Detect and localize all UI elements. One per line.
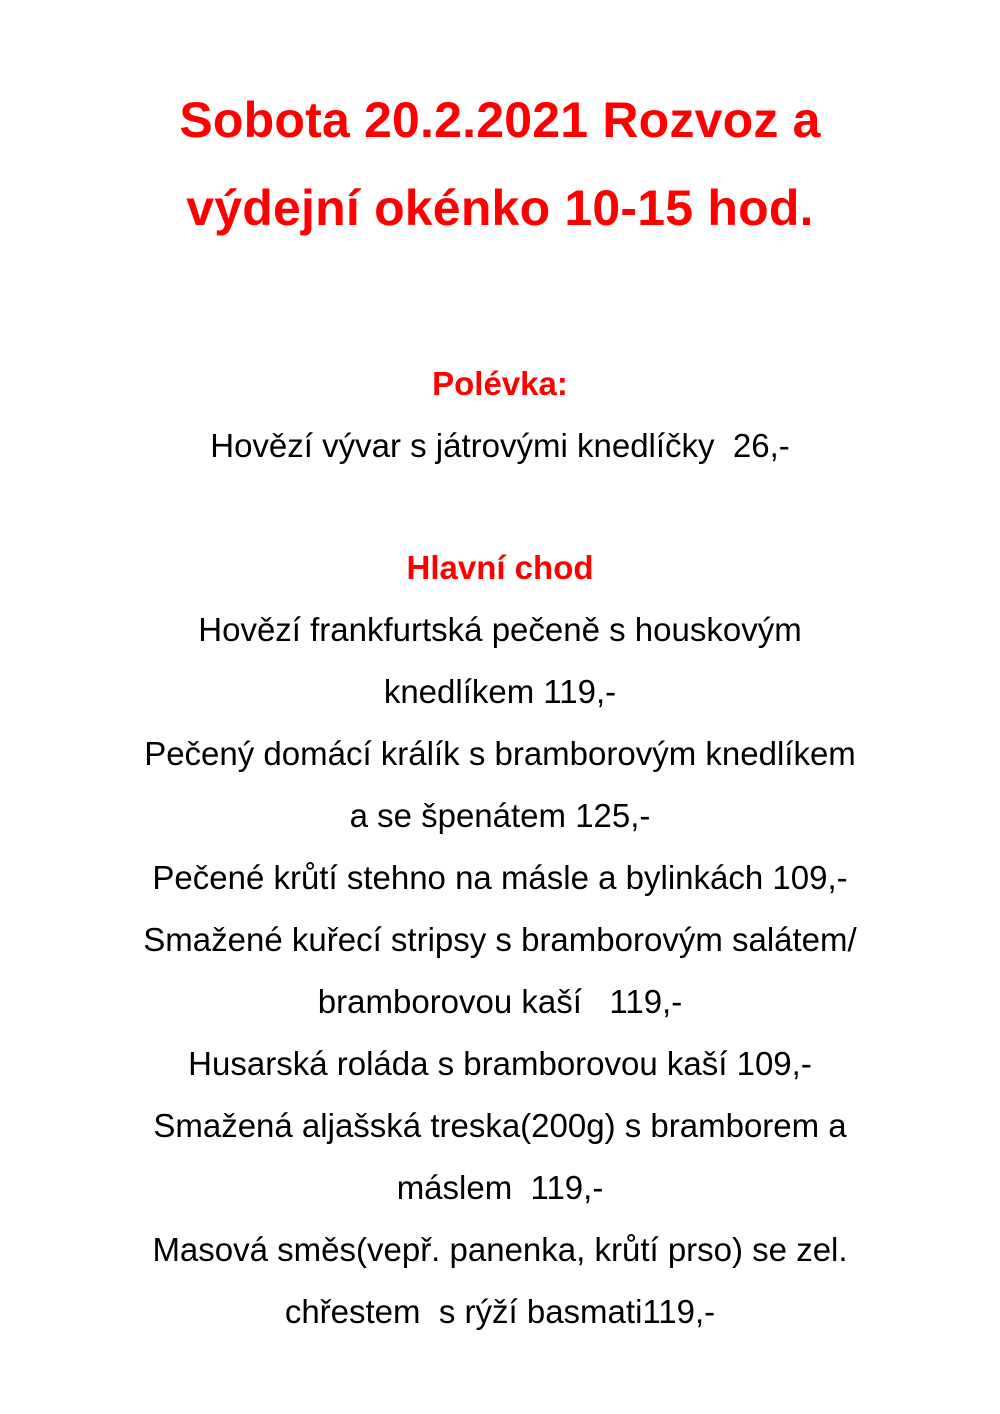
main-course-heading: Hlavní chod — [406, 549, 594, 586]
main-course-line: Husarská roláda s bramborovou kaší 109,- — [188, 1045, 812, 1082]
main-course-line: bramborovou kaší 119,- — [317, 983, 683, 1020]
main-course-line: Pečené krůtí stehno na másle a bylinkách 109,- — [152, 859, 848, 896]
main-course-line: Smažená aljašská treska(200g) s bramborem a — [153, 1107, 847, 1144]
main-course-line: Masová směs(vepř. panenka, krůtí prso) se zel. — [152, 1231, 848, 1268]
main-course-line: Smažené kuřecí stripsy s bramborovým salátem/ — [143, 921, 857, 958]
main-course-line: Hovězí frankfurtská pečeně s houskovým — [198, 611, 802, 648]
main-course-line: a se špenátem 125,- — [349, 797, 651, 834]
main-course-line: knedlíkem 119,- — [383, 673, 617, 710]
main-course-line: chřestem s rýží basmati119,- — [284, 1293, 716, 1330]
title-line: Sobota 20.2.2021 Rozvoz a — [179, 92, 821, 148]
soup-item: Hovězí vývar s játrovými knedlíčky 26,- — [210, 427, 790, 464]
page-title — [0, 76, 1000, 252]
soup-heading: Polévka: — [432, 365, 568, 402]
main-course-line: máslem 119,- — [396, 1169, 604, 1206]
main-course-line: Pečený domácí králík s bramborovým knedlíkem — [144, 735, 856, 772]
title-line: výdejní okénko 10-15 hod. — [186, 180, 814, 236]
